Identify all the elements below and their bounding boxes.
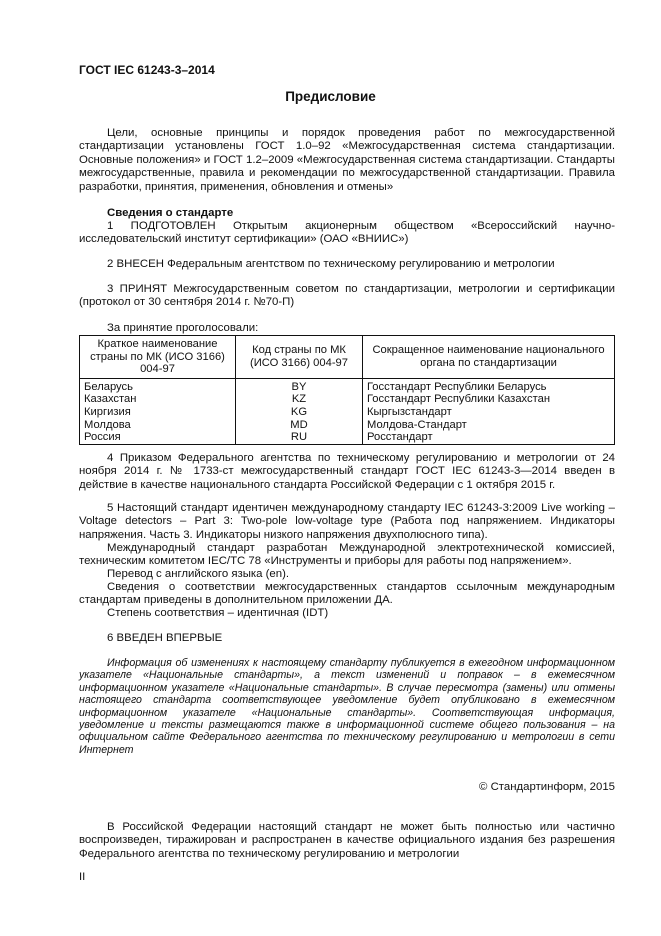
item-identical: 5 Настоящий стандарт идентичен международному стандарту IEC 61243-3:2009 Live working – Voltage detectors – Part 3: Two-pole low-voltage type (Работа под напряжением. Индикаторы напряжения. Часть 3. Индикаторы низкого напряжения двухполюсного типа). (79, 502, 615, 541)
document-header: ГОСТ IEC 61243-3–2014 (79, 63, 215, 77)
item-prepared: 1 ПОДГОТОВЛЕН Открытым акционерным обществом «Всероссийский научно-исследовательский институт сертификации» (ОАО «ВНИИС») (79, 220, 615, 246)
code-cell: RU (236, 431, 363, 444)
item-order: 4 Приказом Федерального агентства по техническому регулированию и метрологии от 24 ноября 2014 г. № 1733-ст межгосударственный стандарт ГОСТ IEC 61243-3—2014 введен в действие в качестве национального стандарта Российской Федерации с 1 октября 2015 г. (79, 452, 615, 491)
info-note: Информация об изменениях к настоящему стандарту публикуется в ежегодном информационном указателе «Национальные стандарты», а текст изменений и поправок – в ежемесячном информационном указателе «Национальные стандарты». В случае пересмотра (замены) или отмены настоящего стандарта соответствующее уведомление будет опубликовано в ежемесячном информационном указателе «Национальные стандарты». Соответствующая информация, уведомление и тексты размещаются также в информационной системе общего пользования – на официальном сайте Федерального агентства по техническому регулированию и метрологии в сети Интернет (79, 657, 615, 756)
standard-info-heading: Сведения о стандарте (107, 207, 234, 219)
body-cell: Росстандарт (363, 431, 615, 444)
table-row (80, 406, 615, 419)
column-header-body: Сокращенное наименование национального органа по стандартизации (363, 336, 615, 379)
body-cell: Госстандарт Республики Казахстан (363, 393, 615, 406)
rights-notice: В Российской Федерации настоящий стандарт не может быть полностью или частично воспроизведен, тиражирован и распространен в качестве официального издания без разрешения Федерального агентства по техническому регулированию и метрологии (79, 821, 615, 860)
body-cell: Госстандарт Республики Беларусь (363, 378, 615, 393)
body-cell: Кыргызстандарт (363, 406, 615, 419)
body-cell: Молдова-Стандарт (363, 419, 615, 432)
voting-table (79, 335, 615, 445)
table-row (80, 431, 615, 444)
country-cell: Россия (80, 431, 236, 444)
item-introduced: 6 ВВЕДЕН ВПЕРВЫЕ (107, 632, 223, 644)
country-cell: Казахстан (80, 393, 236, 406)
country-cell: Молдова (80, 419, 236, 432)
item-developed-by: Международный стандарт разработан Международной электротехнической комиссией, техническим комитетом IEC/TC 78 «Инструменты и приборы для работы под напряжением». (79, 542, 615, 568)
item-adopted: 3 ПРИНЯТ Межгосударственным советом по стандартизации, метрологии и сертификации (протокол от 30 сентября 2014 г. №70-П) (79, 283, 615, 309)
column-header-code: Код страны по МК (ИСО 3166) 004-97 (236, 336, 363, 379)
column-header-country: Краткое наименование страны по МК (ИСО 3166) 004-97 (80, 336, 236, 379)
code-cell: BY (236, 378, 363, 393)
copyright: © Стандартинформ, 2015 (479, 781, 615, 793)
intro-paragraph: Цели, основные принципы и порядок проведения работ по межгосударственной стандартизации установлены ГОСТ 1.0–92 «Межгосударственная система стандартизации. Основные положения» и ГОСТ 1.2–2009 «Межгосударственная система стандартизации. Стандарты межгосударственные, правила и рекомендации по межгосударственной стандартизации. Правила разработки, принятия, применения, обновления и отмены» (79, 127, 615, 193)
page-number: II (79, 871, 86, 883)
item-conformity: Степень соответствия – идентичная (IDT) (107, 607, 329, 619)
item-references: Сведения о соответствии межгосударственных стандартов ссылочным международным стандартам приведены в дополнительном приложении ДА. (79, 581, 615, 607)
item-translation: Перевод с английского языка (en). (107, 568, 290, 580)
item-submitted: 2 ВНЕСЕН Федеральным агентством по техническому регулированию и метрологии (107, 258, 555, 270)
table-header-row (80, 336, 615, 379)
page-title: Предисловие (285, 89, 376, 104)
table-row (80, 419, 615, 432)
country-cell: Беларусь (80, 378, 236, 393)
code-cell: MD (236, 419, 363, 432)
country-cell: Киргизия (80, 406, 236, 419)
table-row (80, 378, 615, 393)
voted-label: За принятие проголосовали: (107, 322, 259, 334)
code-cell: KZ (236, 393, 363, 406)
table-row (80, 393, 615, 406)
code-cell: KG (236, 406, 363, 419)
